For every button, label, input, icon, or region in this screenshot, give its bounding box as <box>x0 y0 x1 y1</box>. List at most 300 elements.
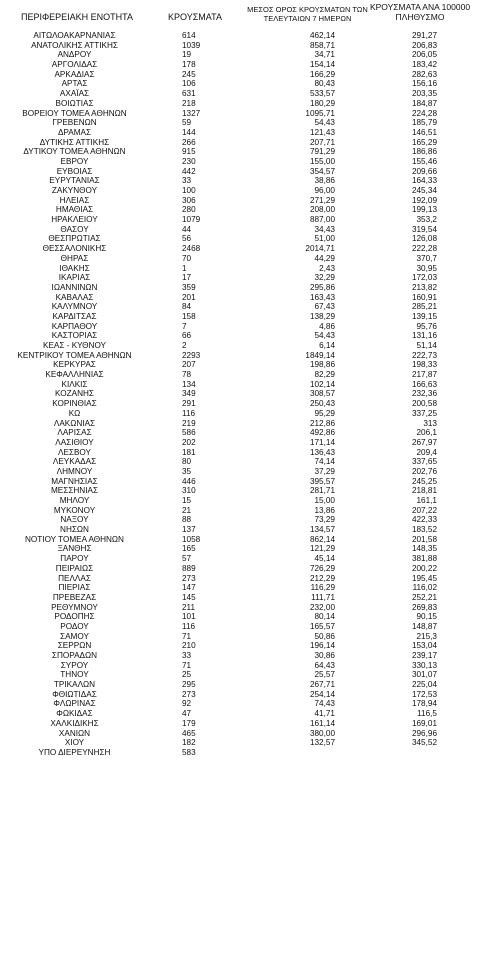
cases-cell: 137 <box>182 525 196 535</box>
per100k-cell: 172,53 <box>411 689 437 699</box>
per100k-cell: 178,94 <box>411 699 437 709</box>
cases-cell: 273 <box>182 573 196 583</box>
table-row <box>0 477 479 487</box>
cases-cell: 66 <box>182 331 192 341</box>
avg-cell: 13,86 <box>314 505 335 515</box>
table-row <box>0 138 479 148</box>
per100k-cell: 337,65 <box>411 457 437 467</box>
table-row <box>0 293 479 303</box>
region-cell: ΑΡΓΟΛΙΔΑΣ <box>51 60 98 70</box>
region-cell: ΘΗΡΑΣ <box>60 253 89 263</box>
per100k-cell: 146,51 <box>411 127 437 137</box>
cases-cell: 266 <box>182 137 196 147</box>
region-cell: ΦΘΙΩΤΙΔΑΣ <box>52 689 97 699</box>
table-row <box>0 399 479 409</box>
region-cell: ΒΟΙΩΤΙΑΣ <box>55 98 94 108</box>
avg-cell: 74,14 <box>314 457 335 467</box>
per100k-cell: 267,97 <box>411 437 437 447</box>
avg-cell: 354,57 <box>309 166 335 176</box>
per100k-cell: 269,83 <box>411 602 437 612</box>
per100k-cell: 161,1 <box>416 496 437 505</box>
region-cell: ΔΥΤΙΚΗΣ ΑΤΤΙΚΗΣ <box>39 137 110 147</box>
per100k-cell: 239,17 <box>411 651 437 660</box>
region-cell: ΘΕΣΣΑΛΟΝΙΚΗΣ <box>42 244 107 254</box>
region-cell: ΠΕΙΡΑΙΩΣ <box>55 563 94 573</box>
region-cell: ΕΒΡΟΥ <box>60 156 89 166</box>
region-cell: ΒΟΡΕΙΟΥ ΤΟΜΕΑ ΑΘΗΝΩΝ <box>22 108 127 118</box>
avg-cell: 267,71 <box>309 680 335 690</box>
cases-cell: 207 <box>182 360 196 370</box>
table-row <box>0 690 479 700</box>
region-cell: ΚΙΛΚΙΣ <box>61 379 88 389</box>
per100k-cell: 330,13 <box>411 660 437 670</box>
cases-cell: 145 <box>182 592 196 602</box>
cases-cell: 57 <box>182 554 192 564</box>
per100k-cell: 131,16 <box>411 331 437 341</box>
table-row <box>0 699 479 709</box>
per100k-cell: 203,35 <box>411 89 437 99</box>
table-row <box>0 670 479 680</box>
avg-cell: 163,43 <box>309 292 335 302</box>
table-row <box>0 176 479 186</box>
cases-cell: 165 <box>182 544 196 554</box>
cases-cell: 1039 <box>182 40 201 50</box>
per100k-cell: 337,25 <box>411 408 437 418</box>
table-row <box>0 486 479 496</box>
header-region: ΠΕΡΙΦΕΡΕΙΑΚΗ ΕΝΟΤΗΤΑ <box>20 12 134 22</box>
table-row <box>0 167 479 177</box>
cases-cell: 211 <box>182 602 196 612</box>
avg-cell: 154,14 <box>309 60 335 70</box>
per100k-cell: 51,14 <box>416 341 437 350</box>
table-row <box>0 283 479 293</box>
region-cell: ΚΕΦΑΛΛΗΝΙΑΣ <box>45 370 104 380</box>
table-row <box>0 79 479 89</box>
cases-cell: 219 <box>182 418 196 428</box>
avg-cell: 116,29 <box>310 583 335 593</box>
avg-cell: 95,29 <box>314 408 335 418</box>
header-cases-per-100k: ΚΡΟΥΣΜΑΤΑ ΑΝΑ 100000 ΠΛΗΘΥΣΜΟ <box>369 2 471 22</box>
table-row <box>0 50 479 60</box>
avg-cell: 80,14 <box>314 612 335 622</box>
avg-cell: 492,86 <box>309 428 335 438</box>
avg-cell: 2014,71 <box>305 244 335 254</box>
avg-cell: 198,86 <box>309 360 335 370</box>
avg-cell: 155,00 <box>309 156 335 166</box>
table-row <box>0 196 479 206</box>
per100k-cell: 209,4 <box>416 447 437 457</box>
region-cell: ΞΑΝΘΗΣ <box>57 544 92 554</box>
avg-cell: 166,29 <box>309 69 335 79</box>
cases-cell: 446 <box>182 476 196 486</box>
table-row <box>0 341 479 351</box>
table-row <box>0 254 479 264</box>
table-row <box>0 506 479 516</box>
table-row <box>0 244 479 254</box>
per100k-cell: 166,63 <box>411 379 437 389</box>
avg-cell: 37,29 <box>314 466 335 476</box>
cases-cell: 15 <box>182 496 192 505</box>
cases-cell: 44 <box>182 224 192 234</box>
region-cell: ΔΡΑΜΑΣ <box>57 127 92 137</box>
table-row <box>0 574 479 584</box>
per100k-cell: 319,54 <box>411 224 437 234</box>
table-row <box>0 205 479 215</box>
region-cell: ΧΙΟΥ <box>64 738 85 748</box>
region-cell: ΗΛΕΙΑΣ <box>59 195 90 205</box>
cases-cell: 306 <box>182 195 196 205</box>
region-cell: ΠΕΛΛΑΣ <box>58 573 91 583</box>
per100k-cell: 186,86 <box>411 147 437 157</box>
region-cell: ΙΚΑΡΙΑΣ <box>58 273 91 283</box>
per100k-cell: 296,96 <box>411 728 437 738</box>
avg-cell: 73,29 <box>314 515 335 525</box>
avg-cell: 102,14 <box>309 379 335 389</box>
region-cell: ΙΩΑΝΝΙΝΩΝ <box>51 282 98 292</box>
avg-cell: 207,71 <box>309 137 335 147</box>
per100k-cell: 200,22 <box>411 563 437 573</box>
cases-cell: 59 <box>182 118 192 128</box>
cases-cell: 442 <box>182 166 196 176</box>
region-cell: ΤΗΝΟΥ <box>60 670 89 680</box>
per100k-cell: 169,01 <box>411 718 437 728</box>
avg-cell: 726,29 <box>309 563 335 573</box>
region-cell: ΑΡΤΑΣ <box>61 79 88 89</box>
cases-cell: 349 <box>182 389 196 399</box>
avg-cell: 858,71 <box>309 40 335 50</box>
region-cell: ΣΠΟΡΑΔΩΝ <box>51 651 98 660</box>
region-cell: ΑΙΤΩΛΟΑΚΑΡΝΑΝΙΑΣ <box>33 31 116 40</box>
per100k-cell: 192,09 <box>411 195 437 205</box>
per100k-cell: 301,07 <box>411 670 437 680</box>
avg-cell: 96,00 <box>314 186 335 195</box>
per100k-cell: 252,21 <box>411 592 437 602</box>
table-row <box>0 651 479 661</box>
region-cell: ΚΑΣΤΟΡΙΑΣ <box>51 331 98 341</box>
cases-cell: 84 <box>182 302 192 312</box>
per100k-cell: 285,21 <box>411 302 437 312</box>
per100k-cell: 232,36 <box>411 389 437 399</box>
cases-cell: 201 <box>182 292 196 302</box>
avg-cell: 132,57 <box>309 738 335 748</box>
per100k-cell: 222,73 <box>411 350 437 360</box>
cases-cell: 178 <box>182 60 196 70</box>
avg-cell: 462,14 <box>309 31 335 40</box>
table-row <box>0 312 479 322</box>
table-row <box>0 583 479 593</box>
per100k-cell: 155,46 <box>411 156 437 166</box>
cases-cell: 465 <box>182 728 196 738</box>
avg-cell: 45,14 <box>314 554 335 564</box>
per100k-cell: 126,08 <box>411 234 437 244</box>
cases-cell: 583 <box>182 747 196 757</box>
cases-cell: 92 <box>182 699 192 709</box>
table-row <box>0 729 479 739</box>
region-cell: ΚΩ <box>68 408 81 418</box>
per100k-cell: 202,76 <box>411 466 437 476</box>
cases-cell: 21 <box>182 505 192 515</box>
per100k-cell: 224,28 <box>411 108 437 118</box>
region-cell: ΝΗΣΩΝ <box>60 525 89 535</box>
table-row <box>0 225 479 235</box>
per100k-cell: 95,76 <box>416 321 437 331</box>
cases-cell: 71 <box>182 631 192 641</box>
table-row <box>0 215 479 225</box>
per100k-cell: 282,63 <box>411 69 437 79</box>
per100k-cell: 422,33 <box>411 515 437 525</box>
region-cell: ΚΑΡΠΑΘΟΥ <box>51 321 98 331</box>
per100k-cell: 195,45 <box>411 573 437 583</box>
avg-cell: 38,86 <box>314 176 335 186</box>
table-row <box>0 157 479 167</box>
region-cell: ΡΕΘΥΜΝΟΥ <box>51 602 98 612</box>
cases-cell: 181 <box>182 447 196 457</box>
cases-cell: 182 <box>182 738 196 748</box>
region-cell: ΣΕΡΡΩΝ <box>57 641 92 651</box>
avg-cell: 4,86 <box>319 321 335 331</box>
avg-cell: 30,86 <box>314 651 335 660</box>
region-cell: ΕΥΒΟΙΑΣ <box>56 166 93 176</box>
cases-cell: 359 <box>182 282 196 292</box>
region-cell: ΠΑΡΟΥ <box>60 554 89 564</box>
region-cell: ΚΕΝΤΡΙΚΟΥ ΤΟΜΕΑ ΑΘΗΝΩΝ <box>17 350 132 360</box>
per100k-cell: 200,58 <box>411 399 437 409</box>
cases-cell: 586 <box>182 428 196 438</box>
table-row <box>0 496 479 506</box>
header-avg-7-days: ΜΕΣΟΣ ΟΡΟΣ ΚΡΟΥΣΜΑΤΩΝ ΤΩΝ ΤΕΛΕΥΤΑΙΩΝ 7 ΗΜΕΡΩΝ <box>247 5 368 23</box>
region-cell: ΔΥΤΙΚΟΥ ΤΟΜΕΑ ΑΘΗΝΩΝ <box>23 147 126 157</box>
avg-cell: 2,43 <box>319 263 335 273</box>
header-cases: ΚΡΟΥΣΜΑΤΑ <box>168 12 222 22</box>
region-cell: ΚΑΛΥΜΝΟΥ <box>51 302 98 312</box>
cases-cell: 230 <box>182 156 196 166</box>
cases-cell: 35 <box>182 466 192 476</box>
region-cell: ΘΕΣΠΡΩΤΙΑΣ <box>48 234 101 244</box>
avg-cell: 533,57 <box>309 89 335 99</box>
cases-cell: 2293 <box>182 350 201 360</box>
avg-cell: 791,29 <box>309 147 335 157</box>
avg-cell: 295,86 <box>309 282 335 292</box>
per100k-cell: 245,34 <box>411 186 437 195</box>
per100k-cell: 206,1 <box>416 428 437 438</box>
per100k-cell: 245,25 <box>411 476 437 486</box>
avg-cell: 41,71 <box>314 709 335 719</box>
table-row <box>0 748 479 758</box>
region-cell: ΚΕΑΣ - ΚΥΘΝΟΥ <box>42 341 107 350</box>
avg-cell: 82,29 <box>314 370 335 380</box>
avg-cell: 138,29 <box>309 311 335 321</box>
per100k-cell: 90,15 <box>416 612 437 622</box>
cases-cell: 71 <box>182 660 192 670</box>
table-row <box>0 709 479 719</box>
region-cell: ΡΟΔΟΥ <box>60 621 89 631</box>
table-row <box>0 389 479 399</box>
region-cell: ΑΧΑΪΑΣ <box>59 89 90 99</box>
cases-cell: 2468 <box>182 244 201 254</box>
table-row <box>0 109 479 119</box>
table-row <box>0 302 479 312</box>
avg-cell: 15,00 <box>314 496 335 505</box>
table-row <box>0 457 479 467</box>
table-row <box>0 70 479 80</box>
avg-cell: 80,43 <box>314 79 335 89</box>
table-row <box>0 544 479 554</box>
cases-cell: 116 <box>182 621 196 631</box>
table-row <box>0 438 479 448</box>
region-cell: ΛΑΚΩΝΙΑΣ <box>53 418 96 428</box>
table-row <box>0 331 479 341</box>
cases-cell: 56 <box>182 234 192 244</box>
table-row <box>0 118 479 128</box>
region-cell: ΛΕΣΒΟΥ <box>57 447 92 457</box>
table-row <box>0 60 479 70</box>
region-cell: ΚΟΖΑΝΗΣ <box>55 389 94 399</box>
cases-cell: 631 <box>182 89 196 99</box>
cases-cell: 25 <box>182 670 192 680</box>
cases-cell: 33 <box>182 651 192 660</box>
region-cell: ΠΡΕΒΕΖΑΣ <box>52 592 97 602</box>
region-cell: ΑΝΑΤΟΛΙΚΗΣ ΑΤΤΙΚΗΣ <box>31 40 118 50</box>
table-row <box>0 360 479 370</box>
table-row <box>0 622 479 632</box>
avg-cell: 1849,14 <box>305 350 335 360</box>
per100k-cell: 209,66 <box>411 166 437 176</box>
avg-cell: 196,14 <box>309 641 335 651</box>
avg-cell: 395,57 <box>309 476 335 486</box>
cases-cell: 280 <box>182 205 196 215</box>
per100k-cell: 116,5 <box>417 709 437 719</box>
region-cell: ΜΗΛΟΥ <box>59 496 90 505</box>
table-row <box>0 612 479 622</box>
region-cell: ΚΟΡΙΝΘΙΑΣ <box>52 399 97 409</box>
table-row <box>0 603 479 613</box>
region-cell: ΚΑΒΑΛΑΣ <box>55 292 94 302</box>
per100k-cell: 148,35 <box>411 544 437 554</box>
cases-cell: 295 <box>182 680 196 690</box>
cases-cell: 202 <box>182 437 196 447</box>
region-cell: ΗΡΑΚΛΕΙΟΥ <box>51 215 98 225</box>
region-cell: ΜΕΣΣΗΝΙΑΣ <box>50 486 99 496</box>
avg-cell: 380,00 <box>309 728 335 738</box>
avg-cell: 271,29 <box>309 195 335 205</box>
per100k-cell: 165,29 <box>411 137 437 147</box>
per100k-cell: 370,7 <box>416 253 437 263</box>
avg-cell: 50,86 <box>314 631 335 641</box>
region-cell: ΛΑΣΙΘΙΟΥ <box>55 437 94 447</box>
region-cell: ΑΡΚΑΔΙΑΣ <box>54 69 95 79</box>
per100k-cell: 199,13 <box>411 205 437 215</box>
avg-cell: 54,43 <box>314 118 335 128</box>
cases-cell: 1 <box>182 263 187 273</box>
region-cell: ΜΥΚΟΝΟΥ <box>53 505 96 515</box>
per100k-cell: 206,05 <box>411 50 437 60</box>
cases-cell: 614 <box>182 31 196 40</box>
table-row <box>0 419 479 429</box>
avg-cell: 121,29 <box>309 544 335 554</box>
avg-cell: 111,71 <box>311 592 335 602</box>
per100k-cell: 225,04 <box>411 680 437 690</box>
table-row <box>0 264 479 274</box>
table-row <box>0 351 479 361</box>
cases-cell: 218 <box>182 98 196 108</box>
cases-cell: 88 <box>182 515 192 525</box>
region-cell: ΛΕΥΚΑΔΑΣ <box>52 457 97 467</box>
avg-cell: 165,57 <box>309 621 335 631</box>
avg-cell: 74,43 <box>314 699 335 709</box>
avg-cell: 180,29 <box>309 98 335 108</box>
region-cell: ΣΑΜΟΥ <box>60 631 89 641</box>
region-cell: ΜΑΓΝΗΣΙΑΣ <box>51 476 98 486</box>
table-row <box>0 428 479 438</box>
table-row <box>0 234 479 244</box>
per100k-cell: 215,3 <box>416 631 437 641</box>
cases-cell: 210 <box>182 641 196 651</box>
avg-cell: 250,43 <box>309 399 335 409</box>
table-row <box>0 147 479 157</box>
table-row <box>0 515 479 525</box>
avg-cell: 161,14 <box>309 718 335 728</box>
cases-cell: 100 <box>182 186 196 195</box>
region-cell: ΧΑΝΙΩΝ <box>58 728 91 738</box>
region-cell: ΚΑΡΔΙΤΣΑΣ <box>52 311 97 321</box>
avg-cell: 254,14 <box>309 689 335 699</box>
table-row <box>0 467 479 477</box>
avg-cell: 208,00 <box>309 205 335 215</box>
region-cell: ΓΡΕΒΕΝΩΝ <box>52 118 97 128</box>
region-cell: ΦΛΩΡΙΝΑΣ <box>53 699 96 709</box>
cases-cell: 291 <box>182 399 196 409</box>
region-cell: ΖΑΚΥΝΘΟΥ <box>51 186 98 195</box>
avg-cell: 1095,71 <box>305 108 335 118</box>
avg-cell: 862,14 <box>309 534 335 544</box>
avg-cell: 171,14 <box>309 437 335 447</box>
table-row <box>0 31 479 41</box>
table-row <box>0 128 479 138</box>
table-body <box>0 31 479 758</box>
table-row <box>0 554 479 564</box>
region-cell: ΝΑΞΟΥ <box>60 515 89 525</box>
cases-cell: 1058 <box>182 534 201 544</box>
region-cell: ΧΑΛΚΙΔΙΚΗΣ <box>50 718 99 728</box>
region-cell: ΡΟΔΟΠΗΣ <box>54 612 95 622</box>
cases-cell: 2 <box>182 341 187 350</box>
table-row <box>0 380 479 390</box>
region-cell: ΤΡΙΚΑΛΩΝ <box>53 680 96 690</box>
avg-cell: 44,29 <box>314 253 335 263</box>
cases-cell: 78 <box>182 370 192 380</box>
table-row <box>0 564 479 574</box>
cases-cell: 47 <box>182 709 192 719</box>
cases-cell: 158 <box>182 311 196 321</box>
per100k-cell: 222,28 <box>411 244 437 254</box>
avg-cell: 25,57 <box>314 670 335 680</box>
table-row <box>0 738 479 748</box>
region-cell: ΝΟΤΙΟΥ ΤΟΜΕΑ ΑΘΗΝΩΝ <box>25 534 124 544</box>
cases-cell: 17 <box>182 273 192 283</box>
table-row <box>0 370 479 380</box>
table-row <box>0 186 479 196</box>
table-row <box>0 448 479 458</box>
table-row <box>0 535 479 545</box>
region-cell: ΥΠΟ ΔΙΕΡΕΥΝΗΣΗ <box>38 747 111 757</box>
per100k-cell: 213,82 <box>411 282 437 292</box>
cases-cell: 70 <box>182 253 192 263</box>
per100k-cell: 164,33 <box>411 176 437 186</box>
per100k-cell: 345,52 <box>411 738 437 748</box>
cases-cell: 889 <box>182 563 196 573</box>
avg-cell: 67,43 <box>314 302 335 312</box>
avg-cell: 6,14 <box>319 341 335 350</box>
